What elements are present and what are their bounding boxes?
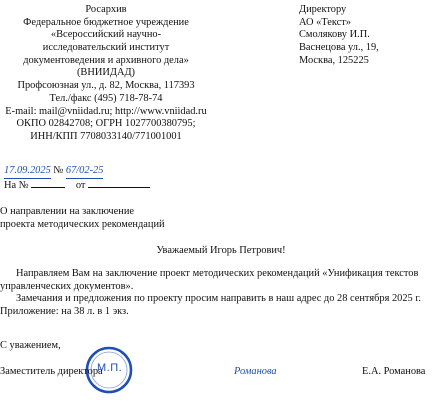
body-paragraph-1-line-1: Направляем Вам на заключение проект методических рекомендаций «Унификация текстов (16, 268, 419, 279)
recipient-line: АО «Текст» (299, 16, 351, 28)
registration-number-label: № (53, 165, 64, 176)
org-line: «Всероссийский научно- (50, 29, 162, 41)
body-paragraph-2: Замечания и предложения по проекту просим направить в наш адрес до 28 сентября 2025 г. (16, 293, 422, 305)
letter-subject (0, 206, 165, 231)
registration-date: 17.09.2025 (4, 165, 51, 179)
subject-line: проекта методических рекомендаций (0, 218, 165, 230)
recipient-line: Москва, 125225 (299, 54, 369, 66)
org-line: Федеральное бюджетное учреждение (23, 16, 189, 28)
org-line: документоведения и архивного дела» (23, 54, 189, 66)
signatory-name: Е.А. Романова (362, 366, 426, 377)
recipient-line: Директору (299, 4, 347, 15)
signatory-position: Заместитель директора (0, 366, 103, 377)
org-line: ОКПО 02842708; ОГРН 1027700380795; (16, 118, 196, 130)
registration-number: 67/02-25 (66, 165, 104, 179)
recipient-line: Васнецова ул., 19, (299, 42, 379, 54)
org-line: E-mail: mail@vniidad.ru; http://www.vniidad.ru (5, 105, 207, 117)
greeting: Уважаемый Игорь Петрович! (156, 245, 286, 256)
facsimile-signature: Романова (234, 366, 277, 377)
sender-organization-block (0, 4, 212, 144)
reply-date-blank (88, 178, 150, 188)
reply-reference-line (4, 178, 150, 193)
closing: С уважением, (0, 340, 61, 351)
reply-number-blank (31, 178, 65, 188)
reply-date-label: от (75, 180, 86, 191)
org-line: исследовательский институт (42, 42, 170, 54)
org-line: Тел./факс (495) 718-78-74 (49, 92, 163, 104)
org-line: Росархив (85, 4, 127, 15)
registration-line (4, 165, 103, 179)
reply-number-label: На № (4, 180, 29, 191)
recipient-block (299, 4, 379, 67)
letter-body (0, 268, 442, 319)
org-line: (ВНИИДАД) (76, 67, 136, 79)
subject-line: О направлении на заключение (0, 206, 135, 217)
org-line: Профсоюзная ул., д. 82, Москва, 117393 (17, 80, 195, 92)
attachment-note: Приложение: на 38 л. в 1 экз. (0, 306, 129, 318)
org-line: ИНН/КПП 7708033140/771001001 (30, 130, 182, 142)
stamp-label: М.П. (97, 362, 123, 374)
recipient-line: Смолякову И.П. (299, 29, 370, 41)
body-paragraph-1-line-2: управленческих документов». (0, 280, 134, 292)
